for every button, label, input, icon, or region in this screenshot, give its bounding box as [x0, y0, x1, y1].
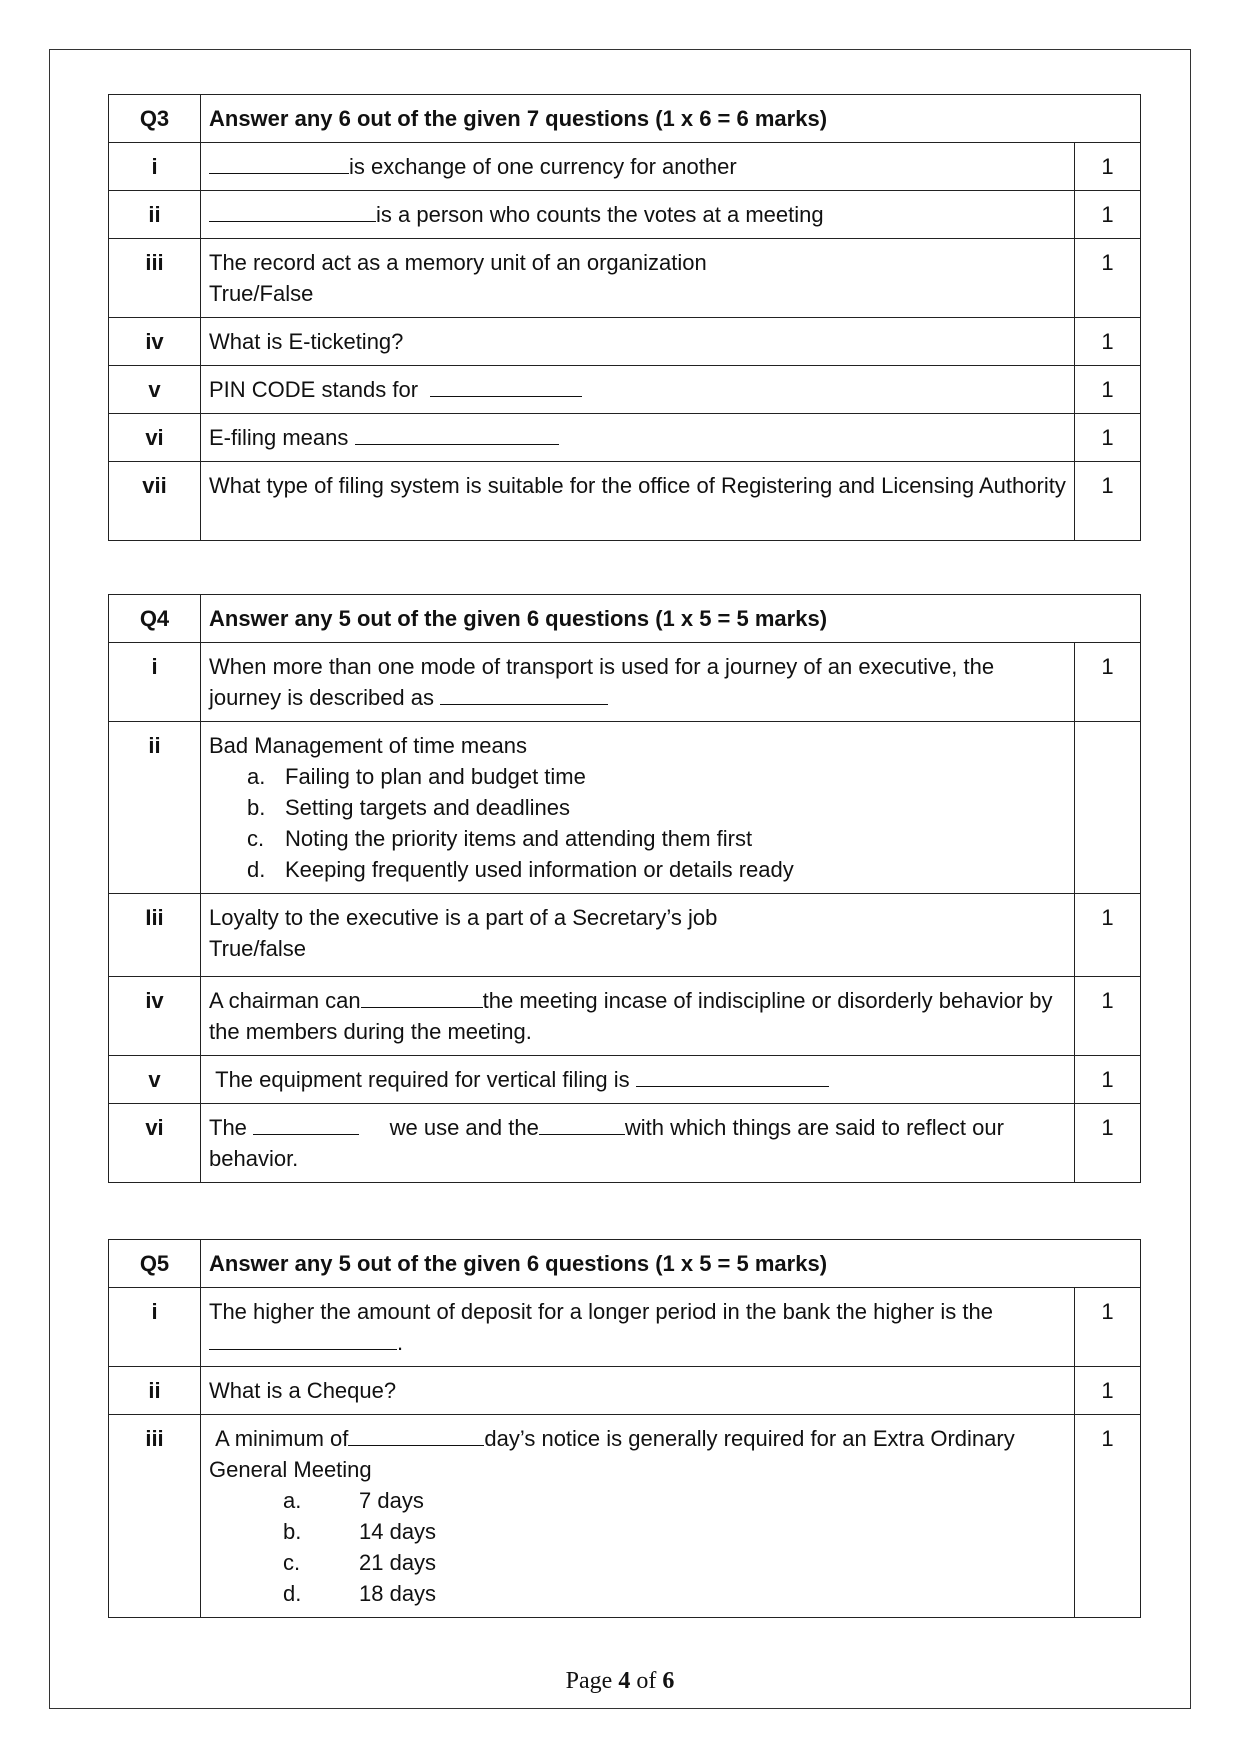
question-instruction: Answer any 5 out of the given 6 questions (1 x 5 = 5 marks) — [201, 1240, 1141, 1288]
answer-blank — [355, 422, 559, 445]
item-text — [201, 977, 1075, 1056]
question-number: Q3 — [109, 95, 201, 143]
item-number: ii — [109, 722, 201, 894]
item-text-part: E-filing means — [209, 425, 349, 450]
table-row — [109, 414, 1141, 462]
question-instruction: Answer any 5 out of the given 6 questions (1 x 5 = 5 marks) — [201, 595, 1141, 643]
item-number: ii — [109, 191, 201, 239]
item-text-part: day’s notice is generally required for an Extra Ordinary General Meeting — [209, 1426, 1015, 1482]
option-text: 18 days — [359, 1581, 437, 1606]
item-number: iii — [109, 239, 201, 318]
option-letter: a. — [283, 1488, 302, 1513]
option-text: 14 days — [359, 1519, 437, 1544]
item-text-part: The — [209, 1115, 247, 1140]
options-list — [209, 761, 1066, 885]
table-row — [109, 1415, 1141, 1618]
item-text — [201, 1288, 1075, 1367]
question-number: Q4 — [109, 595, 201, 643]
item-mark — [1075, 722, 1141, 894]
item-text-part: Loyalty to the executive is a part of a Secretary’s job — [209, 905, 718, 930]
item-number: iii — [109, 1415, 201, 1618]
item-mark: 1 — [1075, 1367, 1141, 1415]
item-number: i — [109, 143, 201, 191]
item-text — [201, 191, 1075, 239]
option-item — [209, 854, 1066, 885]
question-instruction: Answer any 6 out of the given 7 questions (1 x 6 = 6 marks) — [201, 95, 1141, 143]
option-item — [209, 823, 1066, 854]
item-text-part: The record act as a memory unit of an organization — [209, 250, 707, 275]
item-number: vii — [109, 462, 201, 541]
table-row — [109, 894, 1141, 977]
page-of: of — [636, 1668, 657, 1694]
option-text: Setting targets and deadlines — [285, 795, 570, 820]
answer-blank — [209, 199, 376, 222]
item-number: v — [109, 366, 201, 414]
item-mark: 1 — [1075, 977, 1141, 1056]
item-text-part: A chairman can — [209, 988, 361, 1013]
table-row — [109, 1240, 1141, 1288]
item-mark: 1 — [1075, 366, 1141, 414]
item-number: Iii — [109, 894, 201, 977]
answer-blank — [209, 1327, 397, 1350]
table-row — [109, 1288, 1141, 1367]
item-text-part: A minimum of — [215, 1426, 349, 1451]
answer-blank — [440, 682, 608, 705]
table-row — [109, 318, 1141, 366]
table-row — [109, 977, 1141, 1056]
item-mark: 1 — [1075, 143, 1141, 191]
item-text-part: the meeting incase of indiscipline or disorderly behavior by the members during the meeting. — [209, 988, 1053, 1044]
table-row — [109, 143, 1141, 191]
table-row — [109, 462, 1141, 541]
item-number: vi — [109, 1104, 201, 1183]
answer-blank — [636, 1064, 829, 1087]
item-text-part: with which things are said to reflect our behavior. — [209, 1115, 1004, 1171]
item-number: vi — [109, 414, 201, 462]
item-text — [201, 1056, 1075, 1104]
option-text: Noting the priority items and attending them first — [285, 826, 753, 851]
option-text: 7 days — [359, 1488, 424, 1513]
item-text-part: is exchange of one currency for another — [349, 154, 737, 179]
option-text: 21 days — [359, 1550, 437, 1575]
item-mark: 1 — [1075, 1056, 1141, 1104]
item-number: i — [109, 643, 201, 722]
item-text-part: we use and the — [389, 1115, 539, 1140]
item-text — [201, 643, 1075, 722]
option-letter: c. — [247, 826, 265, 851]
option-letter: b. — [247, 795, 266, 820]
answer-blank — [539, 1112, 625, 1135]
item-text — [201, 722, 1075, 894]
option-letter: a. — [247, 764, 266, 789]
item-text-part: True/False — [209, 281, 314, 306]
option-text: Keeping frequently used information or details ready — [285, 857, 794, 882]
q4-table — [108, 594, 1141, 1183]
item-text: What type of filing system is suitable for the office of Registering and Licensing Authority — [201, 462, 1075, 541]
option-item — [209, 761, 1066, 792]
item-text-part: Bad Management of time means — [209, 733, 527, 758]
item-text-part: True/false — [209, 936, 307, 961]
option-text: Failing to plan and budget time — [285, 764, 586, 789]
item-number: v — [109, 1056, 201, 1104]
option-item — [209, 792, 1066, 823]
item-mark: 1 — [1075, 462, 1141, 541]
q5-table — [108, 1239, 1141, 1618]
item-mark: 1 — [1075, 1415, 1141, 1618]
answer-blank — [430, 374, 582, 397]
item-text — [201, 143, 1075, 191]
item-mark: 1 — [1075, 318, 1141, 366]
item-text-part: PIN CODE stands for — [209, 377, 419, 402]
table-row — [109, 722, 1141, 894]
item-text — [201, 239, 1075, 318]
options-list — [209, 1485, 1066, 1609]
item-text — [201, 366, 1075, 414]
item-number: iv — [109, 318, 201, 366]
page-label: Page — [565, 1668, 613, 1694]
question-number: Q5 — [109, 1240, 201, 1288]
item-text-part: The equipment required for vertical filing is — [215, 1067, 630, 1092]
item-mark: 1 — [1075, 414, 1141, 462]
answer-blank — [361, 985, 483, 1008]
item-mark: 1 — [1075, 1288, 1141, 1367]
table-row — [109, 1056, 1141, 1104]
item-text — [201, 414, 1075, 462]
table-row — [109, 239, 1141, 318]
item-mark: 1 — [1075, 191, 1141, 239]
item-number: ii — [109, 1367, 201, 1415]
table-row — [109, 1104, 1141, 1183]
option-letter: d. — [247, 857, 266, 882]
answer-blank — [253, 1112, 359, 1135]
option-letter: d. — [283, 1581, 302, 1606]
item-text-part: is a person who counts the votes at a meeting — [376, 202, 824, 227]
item-mark: 1 — [1075, 894, 1141, 977]
table-row — [109, 366, 1141, 414]
item-text: What is a Cheque? — [201, 1367, 1075, 1415]
item-mark: 1 — [1075, 1104, 1141, 1183]
page-total: 6 — [662, 1668, 675, 1694]
answer-blank — [348, 1423, 484, 1446]
answer-blank — [209, 151, 349, 174]
item-mark: 1 — [1075, 239, 1141, 318]
item-number: iv — [109, 977, 201, 1056]
item-text-part: . — [397, 1330, 404, 1355]
option-letter: c. — [283, 1550, 301, 1575]
option-item — [209, 1547, 1066, 1578]
item-text: What is E-ticketing? — [201, 318, 1075, 366]
page-footer — [0, 1668, 1240, 1695]
table-row — [109, 643, 1141, 722]
option-item — [209, 1578, 1066, 1609]
item-text-part: The higher the amount of deposit for a longer period in the bank the higher is the — [209, 1299, 993, 1324]
item-text-part: When more than one mode of transport is used for a journey of an executive, the journey is described as — [209, 654, 995, 710]
item-text — [201, 894, 1075, 977]
item-text — [201, 1104, 1075, 1183]
page-current: 4 — [618, 1668, 631, 1694]
table-row — [109, 95, 1141, 143]
option-item — [209, 1485, 1066, 1516]
table-row — [109, 595, 1141, 643]
item-mark: 1 — [1075, 643, 1141, 722]
option-item — [209, 1516, 1066, 1547]
item-number: i — [109, 1288, 201, 1367]
item-text — [201, 1415, 1075, 1618]
table-row — [109, 1367, 1141, 1415]
q3-table — [108, 94, 1141, 541]
table-row — [109, 191, 1141, 239]
option-letter: b. — [283, 1519, 302, 1544]
